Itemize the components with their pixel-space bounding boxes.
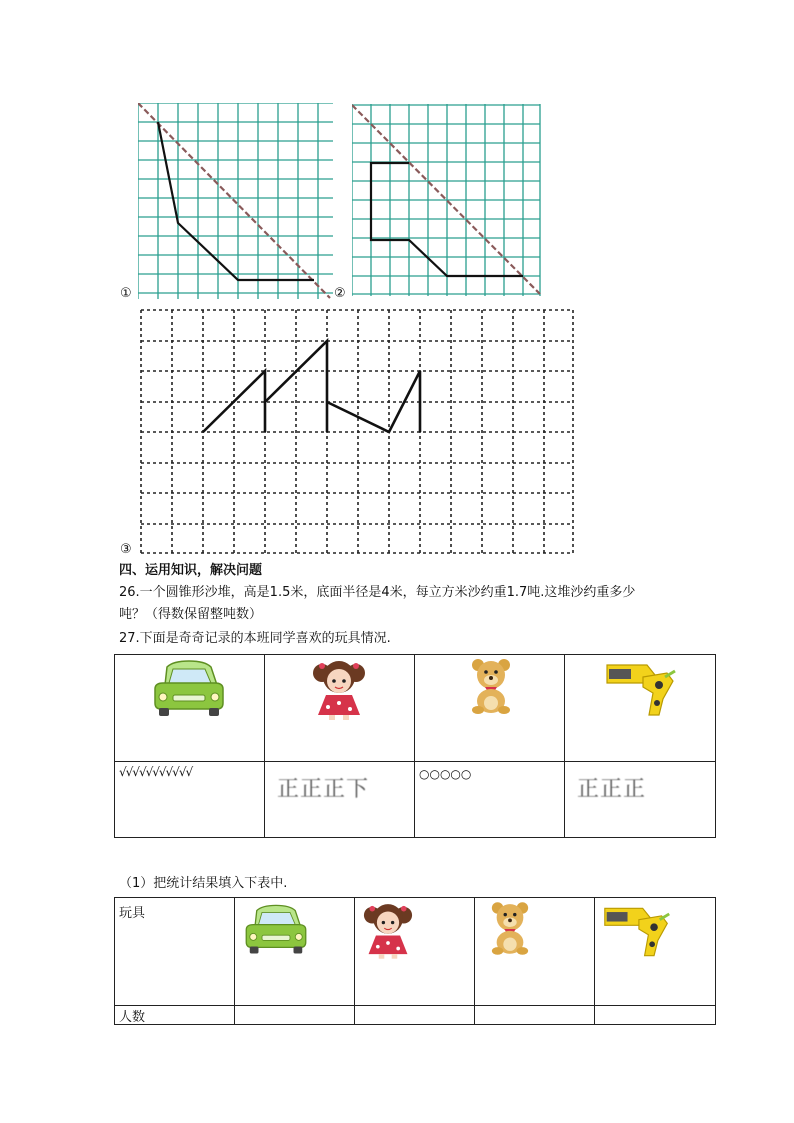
stat-bear-cell	[475, 898, 595, 1006]
figure-2-label: ②	[334, 286, 346, 301]
toy-header-label: 玩具	[119, 906, 146, 921]
count-row-label-cell	[115, 1006, 235, 1025]
stat-doll-cell	[355, 898, 475, 1006]
count-gun-input[interactable]	[595, 1006, 716, 1025]
car-tally-text: √√√√√√√√√√√	[119, 765, 193, 779]
count-car-input[interactable]	[235, 1006, 355, 1025]
record-bear-cell	[415, 655, 565, 762]
section-title: 四、运用知识，解决问题	[119, 563, 263, 578]
record-car-cell	[115, 655, 265, 762]
figure-3-label: ③	[120, 542, 132, 557]
toy-gun-icon	[601, 902, 673, 960]
count-row-label: 人数	[119, 1010, 146, 1025]
doll-tally-text: 正正正下	[277, 777, 370, 802]
doll-icon	[363, 900, 413, 960]
bear-tally-text: ○○○○○	[419, 767, 472, 781]
toy-car-icon	[149, 659, 229, 717]
toy-gun-icon	[603, 659, 679, 719]
count-doll-input[interactable]	[355, 1006, 475, 1025]
figure-2-grid	[352, 104, 542, 298]
record-car-tally	[115, 762, 265, 838]
figure-1-grid	[138, 103, 334, 300]
record-gun-tally	[565, 762, 716, 838]
symmetry-axis-1	[138, 103, 330, 298]
toy-car-icon	[241, 902, 311, 956]
record-table	[114, 654, 716, 838]
gun-tally-text: 正正正	[577, 777, 647, 802]
q27-sub1: （1）把统计结果填入下表中.	[119, 876, 288, 891]
teddy-bear-icon	[469, 657, 513, 715]
record-doll-tally	[265, 762, 415, 838]
q26-line1: 26.一个圆锥形沙堆，高是1.5米，底面半径是4米，每立方米沙约重1.7吨.这堆沙约重多少	[119, 585, 636, 600]
record-gun-cell	[565, 655, 716, 762]
statistics-table	[114, 897, 716, 1025]
record-bear-tally	[415, 762, 565, 838]
record-doll-cell	[265, 655, 415, 762]
figure-1-label: ①	[120, 286, 132, 301]
count-bear-input[interactable]	[475, 1006, 595, 1025]
stat-gun-cell	[595, 898, 716, 1006]
q27-intro: 27.下面是奇奇记录的本班同学喜欢的玩具情况.	[119, 631, 391, 646]
stat-car-cell	[235, 898, 355, 1006]
teddy-bear-icon	[489, 900, 531, 956]
figure-3-grid	[138, 307, 576, 555]
q26-line2: 吨？（得数保留整吨数）	[119, 607, 263, 622]
doll-icon	[312, 657, 366, 721]
toy-header-cell	[115, 898, 235, 1006]
